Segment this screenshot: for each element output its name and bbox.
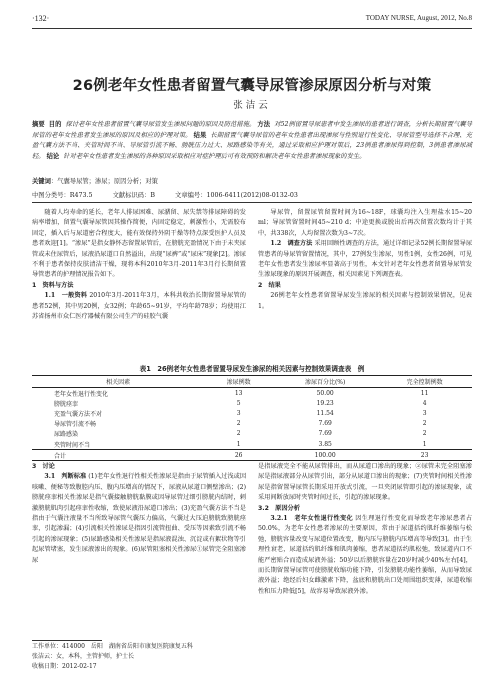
- table-row: [32, 388, 472, 399]
- cell-percent: 11.54: [316, 409, 334, 417]
- abstract: [32, 120, 472, 162]
- cell-controlled: 4: [422, 399, 427, 407]
- section-heading-discussion: 3 讨论: [32, 463, 55, 470]
- cell-controlled: 2: [422, 420, 427, 428]
- abstract-label: 摘要: [32, 121, 45, 128]
- results-paragraph: 26例老年女性患者留置导尿发生渗尿的相关因素与控制效果情况，见表1。: [258, 292, 472, 310]
- header-rule: [32, 28, 472, 29]
- footnote-author: 张洁云：女，本科，主管护师，护士长: [32, 653, 135, 660]
- subheading-criteria: 3.1 判断标准: [44, 473, 87, 481]
- cell-percent: 19.23: [316, 399, 334, 407]
- cell-total-percent: 100.00: [273, 450, 377, 461]
- criteria-paragraph: [32, 472, 246, 566]
- cell-controlled: 3: [422, 409, 427, 417]
- general-data-paragraph: [32, 291, 246, 322]
- col-header-count: 渗尿例数: [204, 376, 273, 388]
- col-header-percent: 渗尿百分比(%): [273, 376, 377, 388]
- footnote-rule: [32, 640, 102, 641]
- cell-percent: 50.00: [316, 389, 334, 397]
- cell-total-label: 合计: [32, 450, 204, 461]
- survey-method-paragraph: [258, 239, 472, 281]
- footnote-unit: 工作单位：414000 岳阳 湖南省岳阳市康复医院康复五科: [32, 643, 193, 650]
- catheter-paragraph: 导尿管，留置尿管留置时间为16~18F，球囊均注入生理盐水15~20 ml；导尿管留置时间45~210 d；中途更换或脱出后再次留置次数均计于其中，共338次，人均留置次数为3~7次。: [258, 209, 472, 237]
- conclusion-text: 针对老年女性患者发生渗尿的各种原因采取相应对症护理后可有效预防和解决老年女性患者渗尿现象的发生。: [63, 152, 366, 160]
- method-label: 方法: [257, 121, 271, 128]
- subheading-survey-method: 1.2 调查方法: [270, 240, 313, 248]
- criteria-continued: 是指尿液完全不能从尿管排出，而从尿道口渗出的现象；②尿管未完全阻塞渗尿是指尿液部分从尿管引出，部分从尿道口渗出的现象；(7)夹管时间相关性渗尿是指留置导尿管长期采用开放式引流，一旦夹闭尿管即引起的渗尿现象，或采用间断放尿时夹管时间过长，引起的渗尿现象。: [258, 463, 472, 502]
- cell-factor: 充盈气囊方法不对: [54, 410, 103, 418]
- cell-factor: 导尿管引流不畅: [54, 421, 97, 429]
- cell-total-count: 26: [204, 450, 273, 461]
- cell-count: 1: [236, 440, 241, 448]
- document-code: 文献标识码：B: [112, 192, 155, 199]
- section-heading-results: 2 结果: [258, 281, 281, 289]
- footnote: [32, 642, 242, 672]
- subheading-degeneration: 3.2.1 老年女性退行性变化: [270, 515, 353, 523]
- cell-factor: 膀胱痉挛: [54, 400, 79, 408]
- article-id: 文章编号：1006-6411(2012)08-0132-03: [175, 192, 298, 199]
- journal-info: TODAY NURSE, August, 2012, No.8: [365, 14, 472, 22]
- running-header: [32, 14, 472, 26]
- cell-controlled: 2: [422, 430, 427, 438]
- subheading-cause-analysis: 3.2 原因分析: [258, 504, 300, 512]
- survey-method-text: 采用回顾性调查的方法，通过详细记录52例长期留置导尿管患者的导尿管留置情况，其中，27例发生渗尿，男性1例，女性26例，可见老年女性患者发生渗尿率显著高于男性，本文针对老年女性患者留置导尿管发生渗尿现象的原因开展调查，相关因素见下列调查表。: [258, 240, 473, 279]
- objective-text: 探讨老年女性患者留置气囊导尿管发生渗尿问题的原因及防范措施。: [65, 121, 256, 128]
- table-header-row: [32, 376, 472, 388]
- abstract-rule: [32, 202, 472, 203]
- cell-count: 2: [236, 420, 241, 428]
- article-author: 张洁云: [233, 100, 271, 111]
- table-row: [32, 439, 472, 450]
- cell-count: 3: [236, 409, 241, 417]
- cell-controlled: 11: [420, 389, 429, 397]
- general-data-text: 2010年3月-2011年3月，本科共收治长期留置导尿管的患者52例，其中男20例，女32例；年龄65~91岁，平均年龄78岁；均使用江苏省扬州市众仁医疗器械有限公司生产的硅胶气囊: [32, 292, 246, 321]
- table-row: [32, 419, 472, 429]
- cell-percent: 7.69: [318, 420, 332, 428]
- cell-percent: 7.69: [318, 430, 332, 438]
- cell-factor: 夹管时间不当: [54, 441, 91, 449]
- method-text: 对52例留置导尿患者中发生渗尿的患者进行调查，分析长期留置气囊导尿管的老年女性患者发生渗尿的原因及相应的护理对策。: [32, 121, 473, 139]
- intro-paragraph: 随着人均寿命的延长，老年人排尿困难、尿潴留、尿失禁等排尿障碍的发病率增加，留置气囊导尿管因其操作简便，内固定稳定，刺激性小，无需胶布固定，插入后与尿道密合程度大，能有效保持外阴干燥等特点深受医护人员及患者欢迎[1]。“渗尿”是指女静怀态留置尿管后，在膀胱充盈情况下由于未夹尿管或未住尿管后，尿液沿尿道口自然溢出，出现“尿裤”或“尿床”现象[2]。渗尿不利于患者保持皮肤清洁干燥，现将本科2010年3月-2011年3月行长期留置导管患者的护理情况报告如下。: [32, 209, 246, 279]
- keywords-label: 关键词: [32, 178, 51, 185]
- criteria-text: (1)老年女性退行性相关性渗尿是指由于尿管插入过浅或因咳嗽、便秘等致腹腔内压、腹内压增高的情况下，尿液从尿道口侧壁渗出；(2)膀胱痉挛相关性渗尿是指气囊接触膀胱黏膜或因导尿管过细引膀胱内结时，刺激膀胱肌肉引起痉挛性收缩，致使尿液沿尿道口渗出；(3)充盈气囊方法不当是指由于气囊注液量不当所致导尿管气囊压力偏高，气囊过大压迫膀胱致膀胱痉挛，引起渗漏；(4)引流相关性渗尿是指因引流管扭曲、受压等因素致引流不畅引起的渗尿现象；(5)尿路感染相关性渗尿是指尿液混浊、沉淀或有絮状物等引起尿管堵塞，发生尿液渗出的现象。(6)尿管阻塞相关性渗尿①尿管完全阻塞渗尿: [32, 473, 247, 564]
- cell-count: 2: [236, 430, 241, 438]
- footnote-received: 收稿日期：2012-02-17: [32, 663, 97, 670]
- table-caption: 表1 26例老年女性患者留置导尿发生渗尿的相关因素与控制效果调查表 例: [139, 365, 365, 373]
- result-text: 长期留置气囊导尿管的老年女性患者出现渗尿与性别退行性变化、导尿管型号选择不合理、充盈气囊方法不当、夹管时间不当、导尿管引流不畅、膀胱压力过大、尿路感染等有关，通过采取相应护理对策后，23例患者渗尿得到控制，3例患者渗尿减轻。: [32, 131, 473, 160]
- left-column-upper: [32, 208, 246, 322]
- right-column-lower: [258, 462, 472, 597]
- right-column-upper: [258, 208, 472, 312]
- page-number: ·132·: [32, 14, 50, 23]
- result-label: 结果: [193, 131, 207, 139]
- degeneration-text: 因生理退行性变化而导致老年渗尿患者占50.0%，为老年女性患者渗尿的主要原因，常由于尿道括约肌纤维萎缩与松弛，膀胱容量改变与尿道位置改变，腹内压与膀胱内压增高等导致[3]。由于生理性衰老，尿道括约肌纤维和肌肉萎缩，患者尿道括约肌松弛，致尿道内口不能严密贴合而造成尿液外溢；50岁以后膀胱容量在20岁时减少40%左右[4]，而长期留置导尿管可使膀胱收缩功能下降，引发膀胱功能性萎缩，从而导致尿液外溢；绝经后妇女雌激素下降，盆底和膀胱出口处周围组织变薄，尿道收缩性和压力降低[5]，故容易导致尿液外渗。: [258, 515, 473, 595]
- left-column-lower: [32, 462, 246, 566]
- conclusion-label: 结论: [46, 152, 60, 160]
- keywords-text: 气囊导尿管；渗尿；原因分析；对策: [57, 178, 158, 185]
- section-heading-materials: 1 资料与方法: [32, 281, 74, 289]
- article-title: 26例老年女性患者留置气囊导尿管渗尿原因分析与对策: [72, 78, 432, 94]
- cell-controlled: 1: [422, 440, 427, 448]
- cell-total-controlled: 23: [377, 450, 472, 461]
- cell-count: 5: [236, 399, 241, 407]
- col-header-factor: 相关因素: [32, 376, 204, 388]
- table-row: [32, 398, 472, 408]
- clc-number: 中图分类号：R473.5: [32, 192, 93, 199]
- col-header-controlled: 完全控制例数: [377, 376, 472, 388]
- degeneration-paragraph: [258, 514, 472, 597]
- classification-line: [32, 190, 472, 199]
- cell-factor: 老年女性退行性变化: [54, 390, 109, 398]
- cell-factor: 尿路感染: [54, 431, 79, 439]
- keywords: 关键词：气囊导尿管；渗尿；原因分析；对策: [32, 178, 158, 185]
- table-row: [32, 429, 472, 439]
- subheading-general-data: 1.1 一般资料: [44, 292, 88, 300]
- factor-table: [32, 375, 472, 461]
- table-total-row: [32, 450, 472, 461]
- cell-percent: 3.85: [318, 440, 332, 448]
- cell-count: 13: [234, 389, 243, 397]
- table-row: [32, 408, 472, 418]
- objective-label: 目的: [48, 121, 62, 128]
